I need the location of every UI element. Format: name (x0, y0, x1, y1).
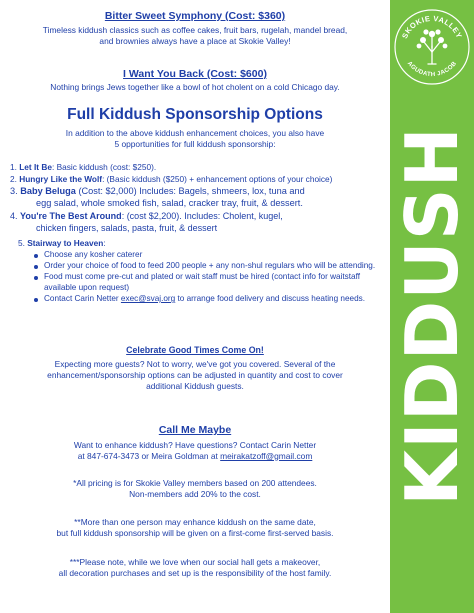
celebrate-line-3: additional Kiddush guests. (146, 380, 244, 391)
kiddush-word: KIDDUSH (390, 126, 474, 506)
celebrate-description (6, 359, 384, 391)
option-desc: : (cost $2,200). Includes: Cholent, kugel, (121, 211, 283, 221)
option-number: 2. (10, 174, 17, 184)
option-3 (10, 186, 380, 210)
note-2b: but full kiddush sponsorship will be given on a first-come first-served basis. (56, 527, 334, 538)
want-you-back-heading: I Want You Back (Cost: $600) (123, 68, 267, 80)
full-kiddush-title: Full Kiddush Sponsorship Options (67, 106, 323, 123)
option-desc-cont: chicken fingers, salads, pasta, fruit, & dessert (36, 222, 218, 233)
note-1a: *All pricing is for Skokie Valley members based on 200 attendees. (73, 478, 317, 488)
exec-email-link[interactable]: exec@svaj.org (120, 294, 176, 304)
celebrate-heading: Celebrate Good Times Come On! (126, 345, 264, 355)
note-1b: Non-members add 20% to the cost. (129, 488, 261, 499)
contact-text: Contact Carin Netter (44, 294, 119, 304)
pricing-note (6, 478, 384, 500)
call-line-1: Want to enhance kiddush? Have questions? Contact Carin Netter (73, 440, 317, 450)
intro-line-2: 5 opportunities for full kiddush sponsorship: (114, 138, 276, 149)
list-item: Food must come pre-cut and plated or wait staff must be hired (contact info for waitstaff available upon request) (32, 272, 384, 293)
want-you-back-description: Nothing brings Jews together like a bowl of hot cholent on a cold Chicago day. (50, 82, 340, 92)
option-desc: : Basic kiddush (cost: $250). (51, 162, 157, 172)
option-name: Hungry Like the Wolf (19, 174, 103, 184)
note-3a: ***Please note, while we love when our social hall gets a makeover, (69, 557, 321, 567)
note-2a: **More than one person may enhance kiddush on the same date, (74, 517, 316, 527)
option-desc: : (103, 238, 106, 248)
list-item (32, 294, 384, 305)
logo-bottom-text: AGUDATH JACOB (405, 60, 459, 79)
note-3b: all decoration purchases and set up is the responsibility of the host family. (58, 567, 332, 578)
option-number: 3. (10, 186, 18, 196)
tree-of-life-icon (393, 8, 471, 86)
list-item: Choose any kosher caterer (32, 250, 384, 261)
full-kiddush-intro (6, 128, 384, 150)
bitter-line-2: and brownies always have a place at Skokie Valley! (99, 35, 291, 46)
option-desc-cont: egg salad, whole smoked fish, salad, cracker tray, fruit, & dessert. (36, 197, 303, 208)
intro-line-1: In addition to the above kiddush enhancement choices, you also have (65, 128, 325, 138)
list-item: Order your choice of food to feed 200 people + any non-shul regulars who will be attending. (32, 261, 384, 272)
contact-rest-text: to arrange food delivery and discuss heating needs. (177, 294, 366, 304)
option-5 (18, 238, 106, 249)
call-me-maybe-heading: Call Me Maybe (158, 424, 232, 436)
option-name: Baby Beluga (20, 186, 76, 196)
option-1 (10, 162, 156, 173)
option-name: Let It Be (19, 162, 52, 172)
option-number: 4. (10, 211, 18, 221)
stairway-bullet-list (32, 250, 384, 305)
option-name: You're The Best Around (20, 211, 122, 221)
logo-top-text: SKOKIE VALLEY (400, 13, 464, 40)
decoration-note (6, 557, 384, 579)
option-desc: : (Basic kiddush ($250) + enhancement options of your choice) (102, 174, 333, 184)
sponsorship-note (6, 517, 384, 539)
option-number: 5. (18, 238, 25, 248)
call-description (6, 440, 384, 462)
celebrate-line-2: enhancement/sponsorship options can be adjusted in quantity and cost to cover (47, 369, 343, 380)
meira-email-link[interactable]: meirakatzoff@gmail.com (220, 450, 313, 461)
option-4 (10, 211, 380, 234)
call-line-2 (6, 451, 384, 462)
option-2 (10, 174, 388, 185)
bitter-sweet-heading: Bitter Sweet Symphony (Cost: $360) (104, 10, 286, 22)
bitter-line-1: Timeless kiddush classics such as coffee cakes, fruit bars, rugelah, mandel bread, (42, 25, 348, 35)
option-desc: (Cost: $2,000) Includes: Bagels, shmeers, lox, tuna and (75, 186, 305, 196)
green-sidebar (390, 0, 474, 613)
option-number: 1. (10, 162, 17, 172)
call-line-2-text: at 847-674-3473 or Meira Goldman at (77, 450, 218, 461)
bitter-sweet-description (6, 25, 384, 47)
option-name: Stairway to Heaven (27, 238, 104, 248)
celebrate-line-1: Expecting more guests? Not to worry, we've got you covered. Several of the (54, 359, 336, 369)
